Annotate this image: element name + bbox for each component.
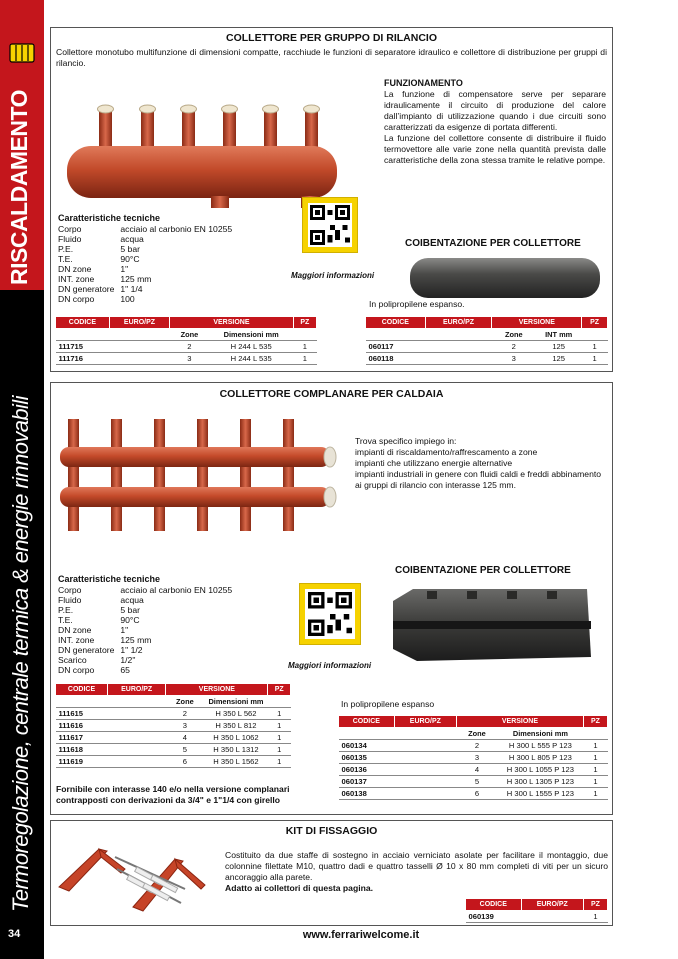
col-euro: EURO/PZ bbox=[108, 684, 166, 696]
cell-pz: 1 bbox=[583, 764, 607, 776]
intro-text: Collettore monotubo multifunzione di dimensioni compatte, racchiude le funzioni di separatore idraulico e collettore di distribuzione per gruppi di rilancio. bbox=[56, 47, 607, 68]
col-codice: CODICE bbox=[56, 317, 110, 329]
spec-label: P.E. bbox=[58, 244, 74, 254]
col-euro: EURO/PZ bbox=[394, 716, 456, 728]
spec-row bbox=[58, 254, 238, 264]
cell-pz: 1 bbox=[268, 720, 291, 732]
funzionamento-text: La funzione di compensatore serve per separare idraulicamente il circuito di produzione del calore dall’impianto di utilizzazione quando i due circuiti sono caratterizzati da esigenze di portata differenti. La funzione del collettore consente di distribuire il fluido termovettore alle varie zone nella quantità prevista dalle caratteristiche della zona stessa tramite le relative pompe. bbox=[384, 89, 606, 165]
cell-code: 060137 bbox=[339, 776, 395, 788]
cell-euro bbox=[108, 756, 166, 768]
cell-dim: H 244 L 535 bbox=[209, 341, 293, 353]
cell-dim: H 350 L 1562 bbox=[204, 756, 268, 768]
col-versione: VERSIONE bbox=[492, 317, 582, 329]
cell-dim: H 300 L 1555 P 123 bbox=[497, 788, 583, 800]
col-codice: CODICE bbox=[339, 716, 395, 728]
sub-int: INT mm bbox=[536, 329, 582, 341]
cell-code: 111617 bbox=[56, 732, 108, 744]
section-collettore-complanare bbox=[50, 382, 613, 815]
cell-euro bbox=[394, 764, 456, 776]
cell-code: 060135 bbox=[339, 752, 395, 764]
kit-text: Costituito da due staffe di sostegno in acciaio verniciato asolate per facilitare il montaggio, due colonnine filettate M10, quattro dadi e quattro tasselli Ø 10 x 80 mm completi di viti per un sicuro ancoraggio alla parete. bbox=[225, 850, 608, 882]
cell-code: 111619 bbox=[56, 756, 108, 768]
col-pz: PZ bbox=[293, 317, 316, 329]
cell-dim: H 350 L 1062 bbox=[204, 732, 268, 744]
spec-value: acciaio al carbonio EN 10255 bbox=[120, 224, 233, 234]
sub-dim: Dimensioni mm bbox=[497, 728, 583, 740]
spec-row bbox=[58, 635, 238, 645]
coib-title: COIBENTAZIONE PER COLLETTORE bbox=[405, 238, 581, 249]
fixing-kit-image bbox=[55, 829, 223, 923]
col-versione: VERSIONE bbox=[170, 317, 294, 329]
cell-pz: 1 bbox=[583, 740, 607, 752]
cell-euro bbox=[109, 353, 169, 365]
cell-dim: H 244 L 535 bbox=[209, 353, 293, 365]
spec-value: acqua bbox=[120, 234, 144, 244]
spec-value: 1" bbox=[120, 625, 129, 635]
spec-row bbox=[58, 294, 238, 304]
cell-dim: H 300 L 555 P 123 bbox=[497, 740, 583, 752]
cell-zone: 2 bbox=[492, 341, 536, 353]
sub-zone: Zone bbox=[166, 696, 204, 708]
spec-value: acciaio al carbonio EN 10255 bbox=[120, 585, 233, 595]
cell-code: 060139 bbox=[466, 911, 522, 923]
cell-code: 060117 bbox=[366, 341, 426, 353]
cell-zone: 5 bbox=[457, 776, 498, 788]
coib-title: COIBENTAZIONE PER COLLETTORE bbox=[395, 565, 571, 576]
spec-value: 1" bbox=[120, 264, 129, 274]
qr-pattern-icon bbox=[308, 592, 352, 636]
spec-row bbox=[58, 605, 238, 615]
table-row bbox=[56, 720, 291, 732]
cell-euro bbox=[425, 341, 492, 353]
sub-zone: Zone bbox=[457, 728, 498, 740]
table-row bbox=[366, 353, 608, 365]
spec-row bbox=[58, 595, 238, 605]
spec-label: DN zone bbox=[58, 264, 92, 274]
product-table bbox=[55, 683, 291, 768]
spec-value: 1" 1/2 bbox=[120, 645, 143, 655]
table-row bbox=[366, 341, 608, 353]
cell-pz: 1 bbox=[293, 353, 316, 365]
sub-dim: Dimensioni mm bbox=[204, 696, 268, 708]
footer-url[interactable]: www.ferrariwelcome.it bbox=[302, 929, 420, 941]
cell-code: 111618 bbox=[56, 744, 108, 756]
table-row bbox=[339, 740, 608, 752]
sidebar-subtitle: Termoregolazione, centrale termica & energie rinnovabili bbox=[8, 396, 33, 912]
col-codice: CODICE bbox=[466, 899, 522, 911]
cell-pz: 1 bbox=[583, 752, 607, 764]
table-row bbox=[339, 764, 608, 776]
col-codice: CODICE bbox=[56, 684, 108, 696]
spec-value: 5 bar bbox=[120, 605, 140, 615]
cell-euro bbox=[108, 732, 166, 744]
cell-dim: H 350 L 562 bbox=[204, 708, 268, 720]
spec-value: 125 mm bbox=[120, 274, 152, 284]
coib-table bbox=[338, 715, 608, 800]
cell-code: 111615 bbox=[56, 708, 108, 720]
spec-value: 100 bbox=[120, 294, 135, 304]
cell-zone: 4 bbox=[166, 732, 204, 744]
spec-label: DN generatore bbox=[58, 645, 115, 655]
col-pz: PZ bbox=[583, 716, 607, 728]
spec-label: P.E. bbox=[58, 605, 74, 615]
cell-code: 111716 bbox=[56, 353, 110, 365]
cell-zone: 3 bbox=[166, 720, 204, 732]
specs-title: Caratteristiche tecniche bbox=[58, 574, 161, 584]
cell-dim: H 300 L 1055 P 123 bbox=[497, 764, 583, 776]
section-collettore-rilancio bbox=[50, 27, 613, 372]
cell-code: 111616 bbox=[56, 720, 108, 732]
cell-dim: H 350 L 1312 bbox=[204, 744, 268, 756]
qr-label[interactable]: Maggiori informazioni bbox=[291, 271, 375, 280]
radiator-icon bbox=[8, 40, 36, 66]
cell-code: 060138 bbox=[339, 788, 395, 800]
cell-zone: 2 bbox=[457, 740, 498, 752]
spec-row bbox=[58, 224, 238, 234]
col-euro: EURO/PZ bbox=[425, 317, 492, 329]
cell-pz: 1 bbox=[583, 776, 607, 788]
specs-table bbox=[58, 585, 238, 675]
spec-label: Corpo bbox=[58, 224, 82, 234]
cell-euro bbox=[394, 776, 456, 788]
spec-label: Scarico bbox=[58, 655, 87, 665]
funzionamento-title: FUNZIONAMENTO bbox=[384, 78, 463, 88]
spec-row bbox=[58, 234, 238, 244]
cell-euro bbox=[425, 353, 492, 365]
section-kit-fissaggio bbox=[50, 820, 613, 926]
spec-row bbox=[58, 274, 238, 284]
insulation-block-image bbox=[387, 587, 599, 663]
spec-row bbox=[58, 585, 238, 595]
cell-zone: 6 bbox=[166, 756, 204, 768]
specs-block bbox=[58, 574, 238, 675]
spec-value: 5 bar bbox=[120, 244, 140, 254]
table-row bbox=[339, 752, 608, 764]
col-codice: CODICE bbox=[366, 317, 426, 329]
table-row bbox=[56, 341, 317, 353]
insulation-image bbox=[406, 254, 606, 302]
cell-euro bbox=[108, 708, 166, 720]
cell-zone: 3 bbox=[457, 752, 498, 764]
spec-row bbox=[58, 645, 238, 655]
col-euro: EURO/PZ bbox=[109, 317, 169, 329]
availability-note: Fornibile con interasse 140 e/o nella versione complanari contrapposti con derivazioni da 3/4" e 1"1/4 con girello bbox=[56, 784, 290, 805]
kit-table bbox=[465, 898, 608, 923]
cell-zone: 3 bbox=[492, 353, 536, 365]
cell-zone: 3 bbox=[170, 353, 210, 365]
sub-dim: Dimensioni mm bbox=[209, 329, 293, 341]
col-versione: VERSIONE bbox=[457, 716, 584, 728]
cell-dim: H 300 L 805 P 123 bbox=[497, 752, 583, 764]
spec-label: INT. zone bbox=[58, 635, 95, 645]
cell-zone: 5 bbox=[166, 744, 204, 756]
spec-label: INT. zone bbox=[58, 274, 95, 284]
cell-pz: 1 bbox=[582, 341, 608, 353]
cell-code: 060118 bbox=[366, 353, 426, 365]
specs-block bbox=[58, 213, 238, 304]
cell-dim: H 350 L 812 bbox=[204, 720, 268, 732]
spec-row bbox=[58, 665, 238, 675]
spec-value: acqua bbox=[120, 595, 144, 605]
table-row bbox=[339, 788, 608, 800]
cell-pz: 1 bbox=[268, 744, 291, 756]
qr-label[interactable]: Maggiori informazioni bbox=[288, 661, 372, 670]
cell-euro bbox=[108, 720, 166, 732]
spec-row bbox=[58, 264, 238, 274]
cell-dim: H 300 L 1305 P 123 bbox=[497, 776, 583, 788]
sidebar-category: RISCALDAMENTO bbox=[6, 90, 32, 285]
section-title: COLLETTORE PER GRUPPO DI RILANCIO bbox=[226, 32, 437, 44]
sub-zone: Zone bbox=[170, 329, 210, 341]
spec-label: Fluido bbox=[58, 234, 82, 244]
cell-euro bbox=[109, 341, 169, 353]
spec-row bbox=[58, 244, 238, 254]
table-row bbox=[466, 911, 608, 923]
collector-complanare-image bbox=[56, 411, 346, 541]
spec-row bbox=[58, 284, 238, 294]
cell-zone: 6 bbox=[457, 788, 498, 800]
cell-zone: 2 bbox=[166, 708, 204, 720]
col-pz: PZ bbox=[268, 684, 291, 696]
table-row bbox=[56, 744, 291, 756]
product-table bbox=[55, 316, 317, 365]
spec-value: 1" 1/4 bbox=[120, 284, 143, 294]
cell-euro bbox=[521, 911, 583, 923]
spec-value: 1/2" bbox=[120, 655, 136, 665]
spec-label: DN zone bbox=[58, 625, 92, 635]
cell-dim: 125 bbox=[536, 353, 582, 365]
coib-table bbox=[365, 316, 608, 365]
spec-value: 125 mm bbox=[120, 635, 152, 645]
spec-value: 90°C bbox=[120, 615, 140, 625]
cell-zone: 2 bbox=[170, 341, 210, 353]
col-pz: PZ bbox=[582, 317, 608, 329]
section-title: COLLETTORE COMPLANARE PER CALDAIA bbox=[219, 388, 444, 400]
table-row bbox=[339, 776, 608, 788]
page-number: 34 bbox=[8, 928, 21, 940]
cell-pz: 1 bbox=[268, 732, 291, 744]
spec-label: DN corpo bbox=[58, 665, 95, 675]
specs-title: Caratteristiche tecniche bbox=[58, 213, 161, 223]
table-row bbox=[56, 756, 291, 768]
col-versione: VERSIONE bbox=[166, 684, 268, 696]
spec-label: Corpo bbox=[58, 585, 82, 595]
cell-euro bbox=[108, 744, 166, 756]
kit-text-bold: Adatto ai collettori di questa pagina. bbox=[225, 883, 374, 893]
spec-value: 90°C bbox=[120, 254, 140, 264]
spec-label: DN corpo bbox=[58, 294, 95, 304]
spec-label: T.E. bbox=[58, 615, 73, 625]
sub-zone: Zone bbox=[492, 329, 536, 341]
table-row bbox=[56, 708, 291, 720]
spec-label: T.E. bbox=[58, 254, 73, 264]
uses-text: Trova specifico impiego in: impianti di riscaldamento/raffrescamento a zone impianti che utilizzano energie alternative impianti industriali in genere con fluidi caldi e freddi abbinamento ai gruppi di rilancio con interasse 125 mm. bbox=[355, 436, 602, 490]
coib-note: In polipropilene espanso bbox=[341, 699, 435, 709]
cell-pz: 1 bbox=[583, 911, 607, 923]
spec-label: DN generatore bbox=[58, 284, 115, 294]
specs-table bbox=[58, 224, 238, 304]
spec-row bbox=[58, 625, 238, 635]
cell-euro bbox=[394, 788, 456, 800]
sidebar bbox=[0, 0, 44, 959]
cell-dim: 125 bbox=[536, 341, 582, 353]
col-euro: EURO/PZ bbox=[521, 899, 583, 911]
coib-note: In polipropilene espanso. bbox=[369, 299, 465, 309]
qr-code[interactable] bbox=[299, 583, 361, 645]
cell-euro bbox=[394, 740, 456, 752]
qr-code[interactable] bbox=[302, 197, 358, 253]
col-pz: PZ bbox=[583, 899, 607, 911]
cell-pz: 1 bbox=[583, 788, 607, 800]
table-row bbox=[56, 732, 291, 744]
spec-value: 65 bbox=[120, 665, 130, 675]
cell-zone: 4 bbox=[457, 764, 498, 776]
cell-code: 060134 bbox=[339, 740, 395, 752]
cell-euro bbox=[394, 752, 456, 764]
cell-code: 111715 bbox=[56, 341, 110, 353]
cell-pz: 1 bbox=[582, 353, 608, 365]
spec-row bbox=[58, 655, 238, 665]
spec-label: Fluido bbox=[58, 595, 82, 605]
cell-pz: 1 bbox=[268, 708, 291, 720]
section-title: KIT DI FISSAGGIO bbox=[285, 825, 378, 837]
cell-code: 060136 bbox=[339, 764, 395, 776]
cell-pz: 1 bbox=[268, 756, 291, 768]
table-row bbox=[56, 353, 317, 365]
cell-pz: 1 bbox=[293, 341, 316, 353]
qr-pattern-icon bbox=[310, 205, 350, 245]
spec-row bbox=[58, 615, 238, 625]
